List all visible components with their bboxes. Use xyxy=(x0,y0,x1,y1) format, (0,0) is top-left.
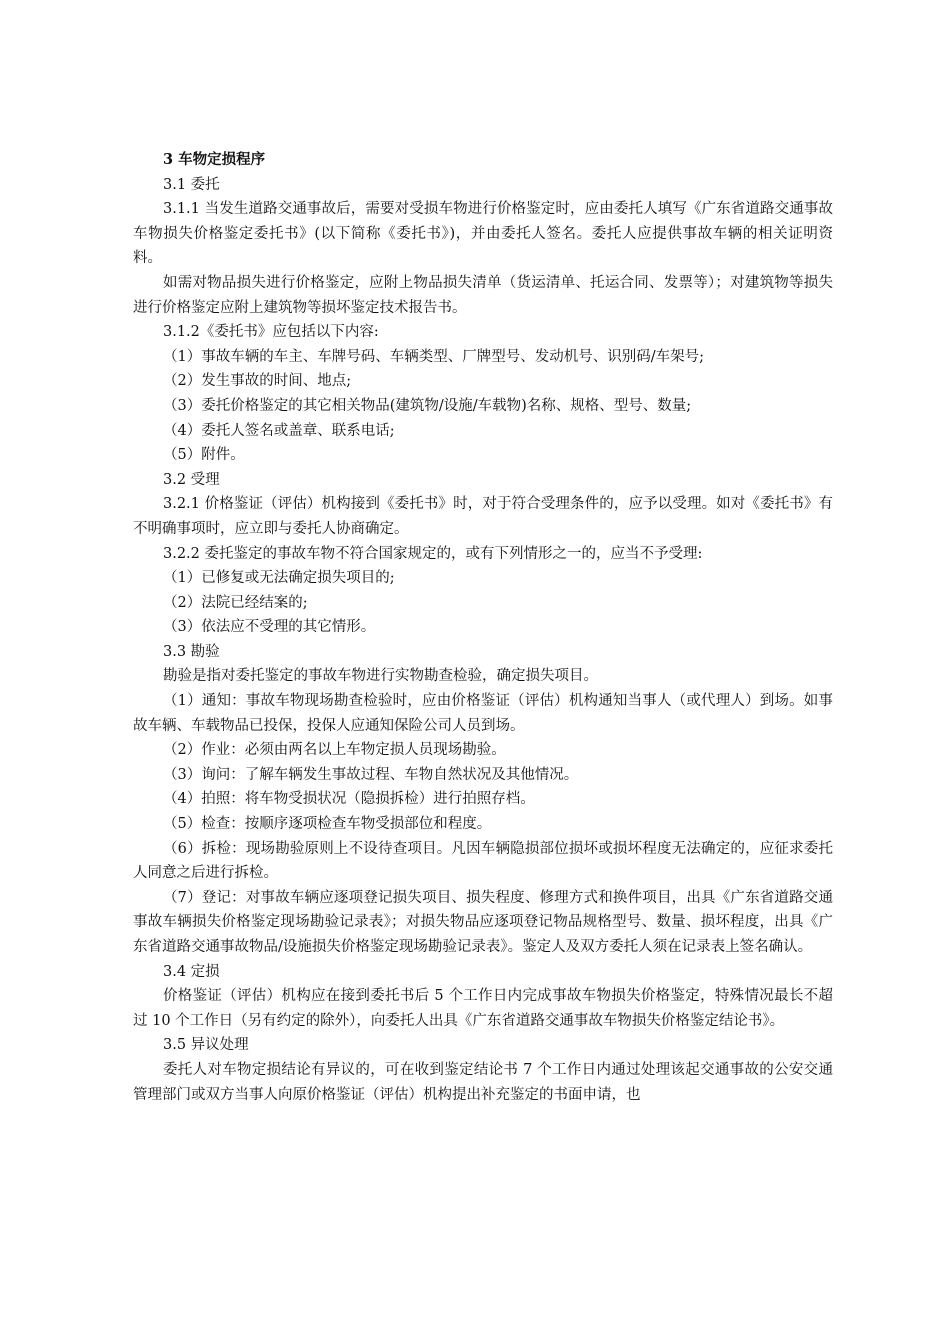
section-title: 3 车物定损程序 xyxy=(163,151,266,168)
heading-3-5: 3.5 异议处理 xyxy=(163,1037,249,1054)
list-item: （3）依法应不受理的其它情形。 xyxy=(163,619,376,636)
list-item: （3）询问：了解车辆发生事故过程、车物自然状况及其他情况。 xyxy=(163,766,579,783)
heading-3-3: 3.3 勘验 xyxy=(163,643,220,660)
heading-3-4: 3.4 定损 xyxy=(163,963,220,980)
list-item: （4）拍照：将车物受损状况（隐损拆检）进行拍照存档。 xyxy=(163,791,535,808)
list-item: （4）委托人签名或盖章、联系电话; xyxy=(163,422,395,439)
list-item: （5）检查：按顺序逐项检查车物受损部位和程度。 xyxy=(163,816,492,833)
list-item: （2）法院已经结案的; xyxy=(163,594,308,611)
paragraph-3-4: 价格鉴证（评估）机构应在接到委托书后 5 个工作日内完成事故车物损失价格鉴定，特殊情况最长不超过 10 个工作日（另有约定的除外），向委托人出具《广东省道路交通事故车物损失价格鉴定结论书》。 xyxy=(133,988,833,1029)
paragraph-3-3: 勘验是指对委托鉴定的事故车物进行实物勘查检验，确定损失项目。 xyxy=(163,668,598,685)
heading-3-1: 3.1 委托 xyxy=(163,176,220,193)
paragraph-3-1-2: 3.1.2《委托书》应包括以下内容: xyxy=(163,324,379,341)
paragraph-3-2-2: 3.2.2 委托鉴定的事故车物不符合国家规定的，或有下列情形之一的，应当不予受理: xyxy=(163,545,703,562)
paragraph-3-1-1: 3.1.1 当发生道路交通事故后，需要对受损车物进行价格鉴定时，应由委托人填写《广东省道路交通事故车物损失价格鉴定委托书》(以下简称《委托书》)，并由委托人签名。委托人应提供事故车辆的相关证明资料。 xyxy=(133,201,833,267)
list-item: （6）拆检：现场勘验原则上不设待查项目。凡因车辆隐损部位损坏或损坏程度无法确定的，应征求委托人同意之后进行拆检。 xyxy=(133,840,833,882)
list-item: （5）附件。 xyxy=(163,447,245,464)
paragraph-3-2-1: 3.2.1 价格鉴证（评估）机构接到《委托书》时，对于符合受理条件的，应予以受理。如对《委托书》有不明确事项时，应立即与委托人协商确定。 xyxy=(133,496,833,537)
paragraph-3-5: 委托人对车物定损结论有异议的，可在收到鉴定结论书 7 个工作日内通过处理该起交通事故的公安交通管理部门或双方当事人向原价格鉴证（评估）机构提出补充鉴定的书面申请，也 xyxy=(133,1061,833,1103)
list-item: （2）发生事故的时间、地点; xyxy=(163,373,352,390)
list-item: （3）委托价格鉴定的其它相关物品(建筑物/设施/车载物)名称、规格、型号、数量; xyxy=(163,397,692,414)
paragraph-3-1-1-continued: 如需对物品损失进行价格鉴定，应附上物品损失清单（货运清单、托运合同、发票等）；对建筑物等损失进行价格鉴定应附上建筑物等损坏鉴定技术报告书。 xyxy=(133,274,833,316)
list-item: （1）通知：事故车物现场勘查检验时，应由价格鉴证（评估）机构通知当事人（或代理人）到场。如事故车辆、车载物品已投保，投保人应通知保险公司人员到场。 xyxy=(133,693,833,734)
list-item: （2）作业：必须由两名以上车物定损人员现场勘验。 xyxy=(163,742,506,759)
list-item: （1）事故车辆的车主、车牌号码、车辆类型、厂牌型号、发动机号、识别码/车架号; xyxy=(163,348,704,365)
list-item: （1）已修复或无法确定损失项目的; xyxy=(163,570,395,587)
document-page xyxy=(133,148,833,1107)
list-item: （7）登记：对事故车辆应逐项登记损失项目、损失程度、修理方式和换件项目，出具《广东省道路交通事故车辆损失价格鉴定现场勘验记录表》；对损失物品应逐项登记物品规格型号、数量、损坏程度，出具《广东省道路交通事故物品/设施损失价格鉴定现场勘验记录表》。鉴定人及双方委托人须在记录表上签名确认。 xyxy=(133,889,833,955)
heading-3-2: 3.2 受理 xyxy=(163,471,220,488)
